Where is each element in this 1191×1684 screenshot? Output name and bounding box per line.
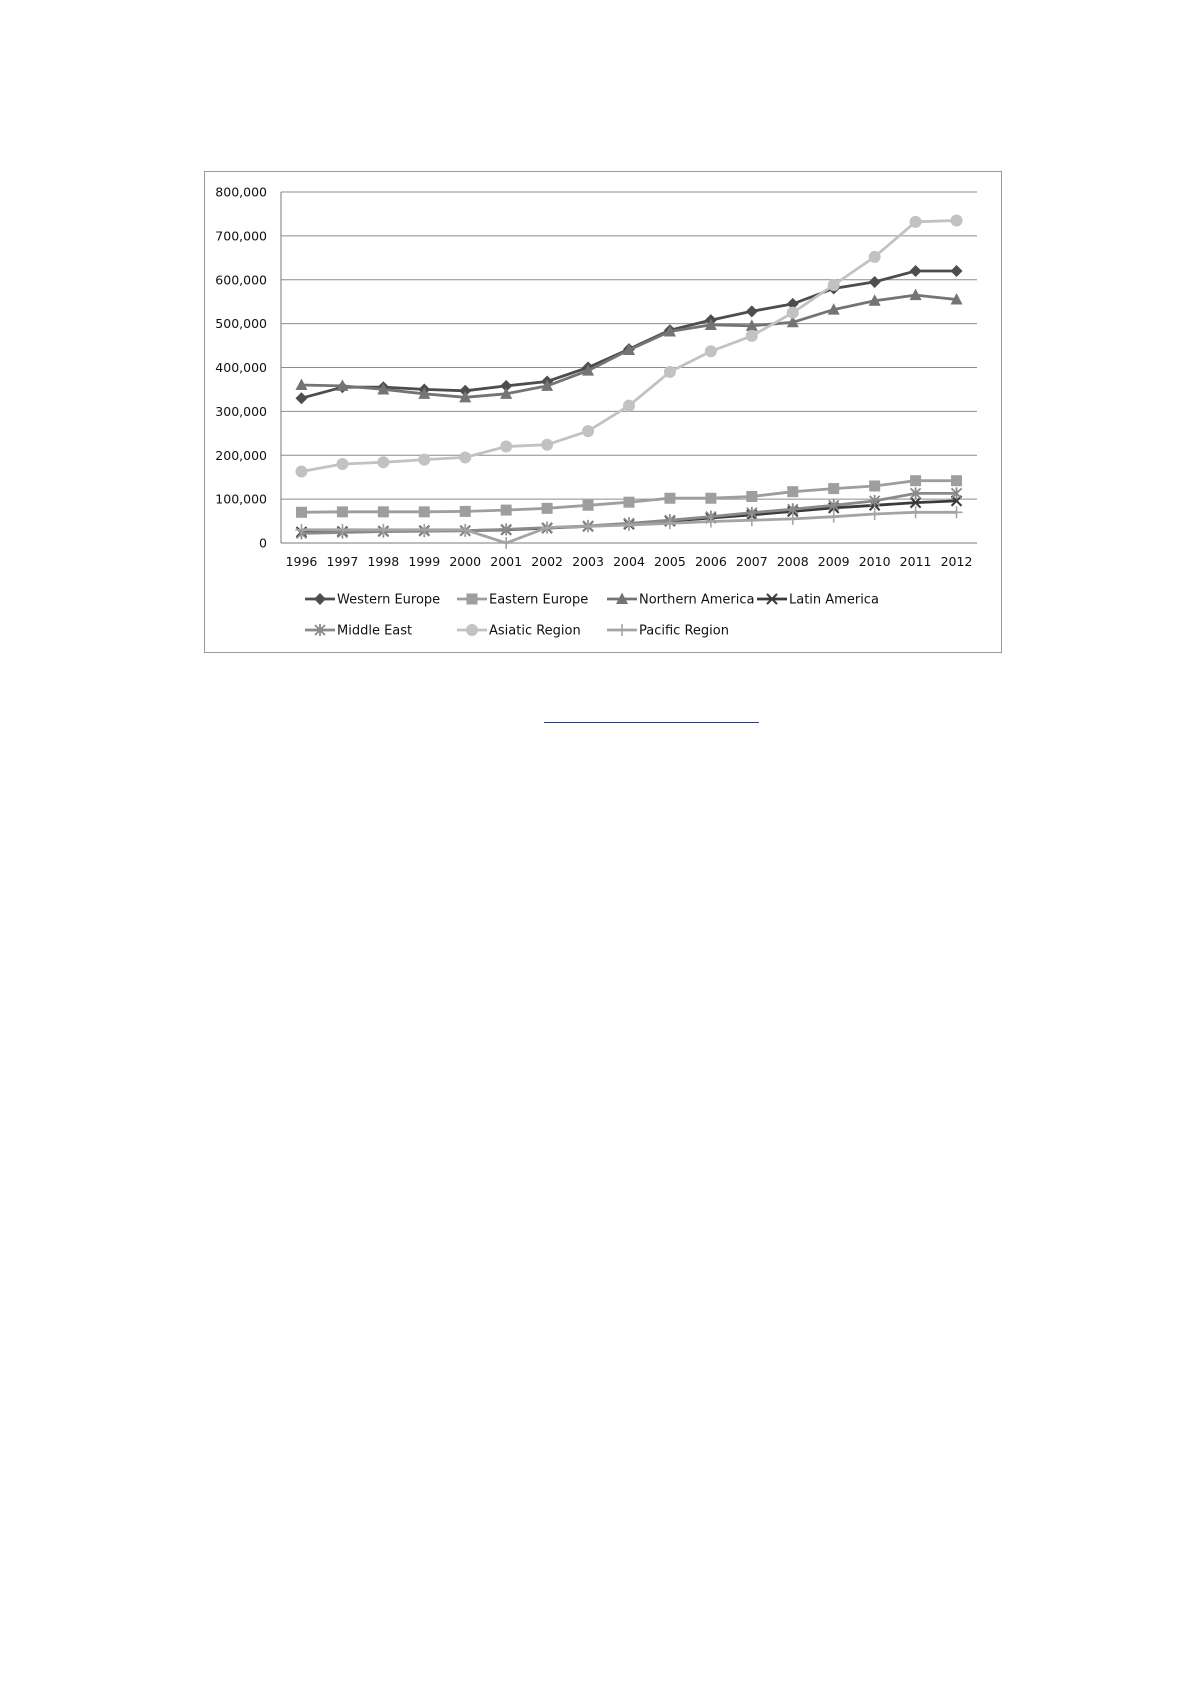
data-point <box>295 392 307 404</box>
x-tick-label: 1997 <box>326 554 359 569</box>
legend-item-pacific-region <box>607 624 729 639</box>
y-tick-label: 700,000 <box>215 228 267 244</box>
legend-item-asiatic-region <box>457 624 581 639</box>
data-point <box>746 305 758 317</box>
x-tick-label: 2004 <box>613 554 645 569</box>
data-point <box>746 491 757 502</box>
x-tick-label: 2001 <box>490 554 523 569</box>
y-axis-tick-labels <box>215 185 267 551</box>
legend-item-middle-east <box>305 624 412 639</box>
data-point <box>378 506 389 517</box>
series-eastern-europe <box>296 475 962 518</box>
data-point <box>336 524 348 536</box>
data-point <box>624 497 635 508</box>
x-tick-label: 1998 <box>367 554 400 569</box>
series-western-europe <box>295 265 962 404</box>
legend-label: Middle East <box>337 623 413 639</box>
data-point <box>583 500 594 511</box>
legend-label: Latin America <box>789 592 879 608</box>
x-tick-label: 2009 <box>817 554 850 569</box>
x-tick-label: 2006 <box>694 554 727 569</box>
y-tick-label: 400,000 <box>215 360 267 375</box>
data-point <box>787 486 798 497</box>
data-point <box>951 265 963 277</box>
data-point <box>296 507 307 518</box>
series-northern-america <box>295 289 962 403</box>
series-middle-east <box>296 487 961 539</box>
series-line <box>302 271 957 398</box>
y-tick-label: 200,000 <box>215 447 267 463</box>
data-point <box>337 506 348 517</box>
x-tick-label: 2007 <box>735 554 768 569</box>
data-point <box>828 483 839 494</box>
x-tick-label: 2000 <box>449 554 482 569</box>
data-point <box>542 503 553 514</box>
legend <box>305 593 879 639</box>
data-point <box>869 276 881 288</box>
data-point <box>418 454 430 466</box>
data-point <box>501 505 512 516</box>
data-point <box>582 425 594 437</box>
data-point <box>951 475 962 486</box>
data-point <box>500 537 512 549</box>
data-point <box>951 215 963 227</box>
x-tick-label: 2010 <box>858 554 891 569</box>
y-tick-label: 500,000 <box>215 316 267 332</box>
data-point <box>746 330 758 342</box>
legend-item-northern-america <box>607 593 754 608</box>
data-point <box>541 439 553 451</box>
data-point <box>869 251 881 263</box>
legend-marker <box>467 594 478 605</box>
x-tick-label: 2011 <box>899 554 932 569</box>
legend-label: Asiatic Region <box>489 623 581 639</box>
line-chart <box>205 172 1003 654</box>
data-point <box>910 475 921 486</box>
data-point <box>664 493 675 504</box>
x-axis-tick-labels <box>286 554 973 569</box>
data-point <box>869 480 880 491</box>
legend-label: Northern America <box>639 592 755 608</box>
x-tick-label: 1999 <box>408 554 441 569</box>
data-point <box>377 456 389 468</box>
data-point <box>500 440 512 452</box>
y-tick-label: 600,000 <box>215 272 267 288</box>
y-tick-label: 300,000 <box>215 403 267 419</box>
x-tick-label: 2005 <box>654 554 686 569</box>
legend-label: Pacific Region <box>639 623 729 639</box>
y-tick-label: 800,000 <box>215 184 267 200</box>
data-point <box>664 366 676 378</box>
data-point <box>705 345 717 357</box>
data-point <box>705 493 716 504</box>
data-point <box>419 506 430 517</box>
hyperlink-underline[interactable] <box>544 722 759 723</box>
x-tick-label: 1996 <box>285 554 318 569</box>
data-point <box>910 265 922 277</box>
data-point <box>459 451 471 463</box>
legend-label: Western Europe <box>337 592 441 608</box>
y-tick-label: 100,000 <box>215 491 267 507</box>
data-point <box>460 506 471 517</box>
data-point <box>295 465 307 477</box>
data-point <box>828 279 840 291</box>
legend-marker <box>466 624 478 636</box>
x-tick-label: 2008 <box>776 554 809 569</box>
data-point <box>623 400 635 412</box>
data-point <box>787 307 799 319</box>
data-point <box>336 458 348 470</box>
legend-item-latin-america <box>757 593 879 608</box>
x-tick-label: 2012 <box>940 554 973 569</box>
y-tick-label: 0 <box>259 535 267 551</box>
legend-item-eastern-europe <box>457 593 588 608</box>
data-point <box>910 216 922 228</box>
legend-marker <box>616 624 628 636</box>
x-tick-label: 2003 <box>572 554 604 569</box>
legend-item-western-europe <box>305 593 440 608</box>
x-tick-label: 2002 <box>531 554 564 569</box>
legend-label: Eastern Europe <box>489 592 589 608</box>
legend-marker <box>314 593 326 605</box>
data-point <box>951 506 963 518</box>
chart-frame <box>204 171 1002 653</box>
